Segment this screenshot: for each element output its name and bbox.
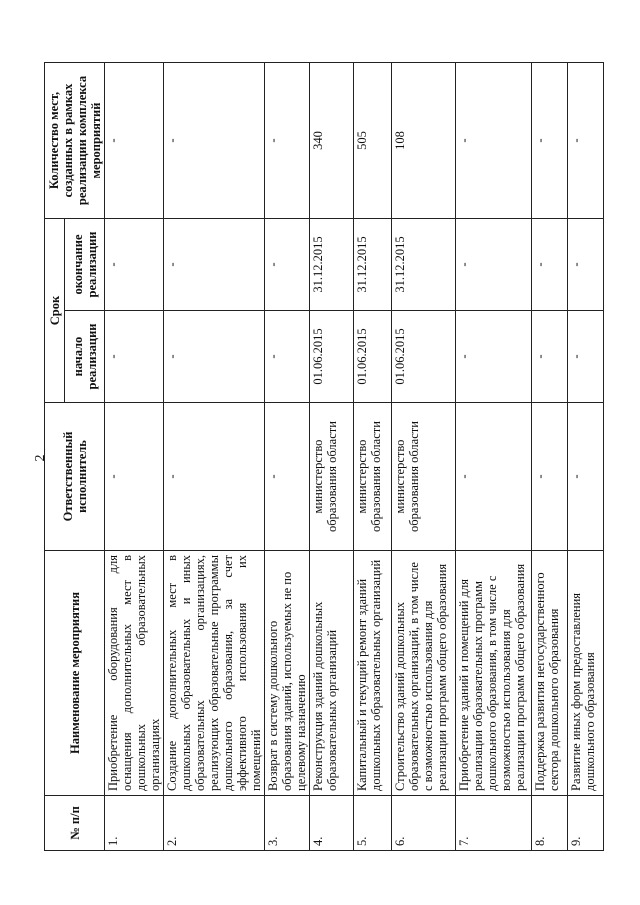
row-end: - [456, 219, 532, 311]
row-end: - [568, 219, 604, 311]
row-places: - [105, 63, 164, 219]
row-num: 5. [354, 796, 392, 851]
row-start: 01.06.2015 [354, 311, 392, 403]
row-start: - [456, 311, 532, 403]
row-end: - [532, 219, 568, 311]
header-term: Срок [45, 219, 65, 403]
row-places: 340 [310, 63, 354, 219]
header-start: начало реализации [65, 311, 105, 403]
row-end: - [105, 219, 164, 311]
row-places: - [456, 63, 532, 219]
row-end: - [164, 219, 265, 311]
page-number: 2 [33, 454, 48, 462]
row-start: - [265, 311, 310, 403]
row-executor: - [532, 403, 568, 551]
row-places: 505 [354, 63, 392, 219]
table-row [310, 63, 354, 851]
row-num: 6. [392, 796, 456, 851]
row-name: Приобретение оборудования для оснащения дополнительных мест в дошкольных образовательных организациях [105, 551, 164, 796]
row-start: - [532, 311, 568, 403]
row-executor: - [568, 403, 604, 551]
row-places: - [265, 63, 310, 219]
row-executor: министерство образования области [354, 403, 392, 551]
row-executor: - [105, 403, 164, 551]
row-executor: министерство образования области [392, 403, 456, 551]
row-places: - [568, 63, 604, 219]
row-start: 01.06.2015 [392, 311, 456, 403]
row-places: - [164, 63, 265, 219]
row-executor: - [164, 403, 265, 551]
measures-table [44, 62, 604, 851]
header-executor: Ответственный исполнитель [45, 403, 105, 551]
table-row [456, 63, 532, 851]
table-row [568, 63, 604, 851]
header-name: Наименование мероприятия [45, 551, 105, 796]
row-executor: министерство образования области [310, 403, 354, 551]
row-start: - [568, 311, 604, 403]
row-name: Поддержка развития негосударственного сектора дошкольного образования [532, 551, 568, 796]
table-row [392, 63, 456, 851]
row-num: 9. [568, 796, 604, 851]
row-name: Возврат в систему дошкольного образования зданий, используемых не по целевому назначению [265, 551, 310, 796]
row-name: Капитальный и текущий ремонт зданий дошкольных образовательных организаций [354, 551, 392, 796]
row-name: Реконструкция зданий дошкольных образовательных организаций [310, 551, 354, 796]
header-num: № п/п [45, 796, 105, 851]
table-row [532, 63, 568, 851]
row-end: 31.12.2015 [392, 219, 456, 311]
row-start: - [164, 311, 265, 403]
row-name: Приобретение зданий и помещений для реализации образовательных программ дошкольного образования, в том числе с возможностью использования для реализации программ общего образования [456, 551, 532, 796]
row-num: 3. [265, 796, 310, 851]
row-num: 8. [532, 796, 568, 851]
table-row [105, 63, 164, 851]
row-end: 31.12.2015 [354, 219, 392, 311]
table-row [164, 63, 265, 851]
row-places: - [532, 63, 568, 219]
row-places: 108 [392, 63, 456, 219]
row-num: 7. [456, 796, 532, 851]
row-start: 01.06.2015 [310, 311, 354, 403]
row-num: 4. [310, 796, 354, 851]
row-name: Создание дополнительных мест в дошкольных образовательных и иных образовательных организациях, реализующих образовательные программы дошкольного образования, за счет эффективного использования их помещений [164, 551, 265, 796]
row-end: 31.12.2015 [310, 219, 354, 311]
rotated-table-container [44, 63, 597, 851]
row-end: - [265, 219, 310, 311]
row-num: 1. [105, 796, 164, 851]
row-num: 2. [164, 796, 265, 851]
table-row [354, 63, 392, 851]
row-name: Строительство зданий дошкольных образовательных организаций, в том числе с возможностью использования для реализации программ общего образования [392, 551, 456, 796]
row-start: - [105, 311, 164, 403]
row-executor: - [265, 403, 310, 551]
header-end: окончание реализации [65, 219, 105, 311]
header-places: Количество мест, созданных в рамках реализации комплекса мероприятий [45, 63, 105, 219]
table-row [265, 63, 310, 851]
row-name: Развитие иных форм предоставления дошкольного образования [568, 551, 604, 796]
row-executor: - [456, 403, 532, 551]
